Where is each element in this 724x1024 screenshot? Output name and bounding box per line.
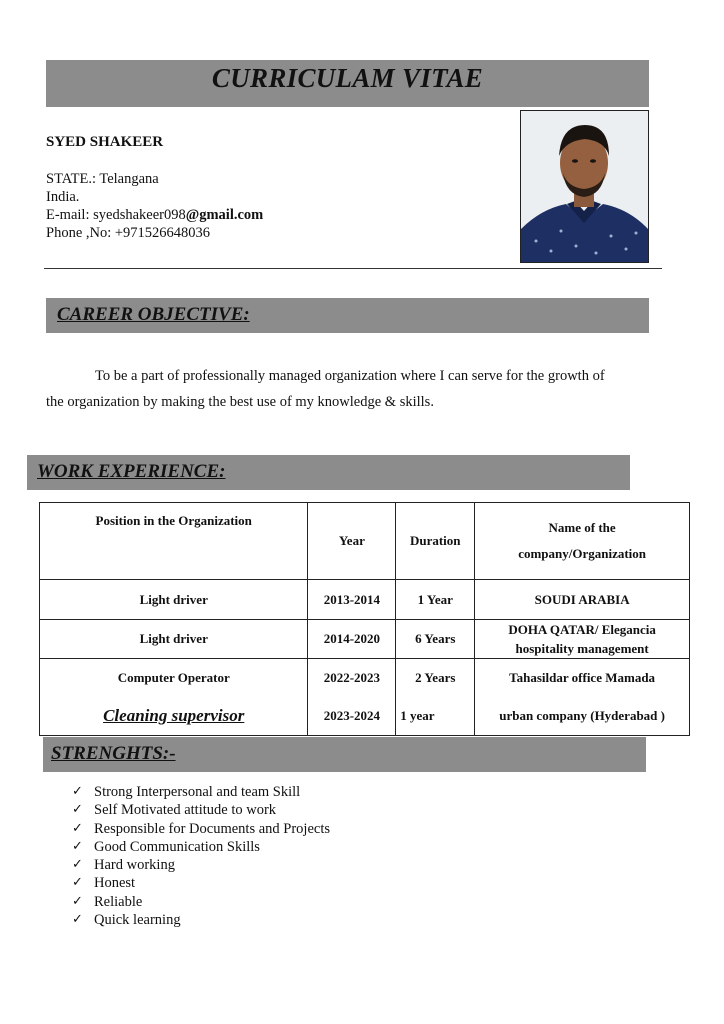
row-position: Computer Operator	[40, 659, 308, 697]
list-item	[72, 783, 330, 801]
work-experience-table	[39, 502, 690, 736]
row-year: 2023-2024	[308, 697, 396, 736]
email-user: E-mail: syedshakeer098	[46, 207, 186, 223]
row-company: Tahasildar office Mamada	[475, 659, 690, 697]
strength-text: Responsible for Documents and Projects	[94, 820, 330, 837]
table-row	[40, 697, 690, 736]
candidate-name: SYED SHAKEER	[46, 134, 164, 150]
check-icon: ✓	[72, 802, 83, 818]
strength-text: Self Motivated attitude to work	[94, 802, 277, 819]
person-photo-icon	[521, 111, 648, 262]
strength-text: Quick learning	[94, 912, 181, 929]
row-position	[40, 697, 308, 736]
strengths-list	[72, 783, 330, 929]
email-domain: @gmail.com	[185, 207, 264, 223]
career-objective-text	[46, 363, 666, 415]
table-header-row	[40, 503, 690, 580]
row-company: SOUDI ARABIA	[475, 580, 690, 620]
state-line: STATE.: Telangana	[46, 171, 159, 187]
list-item	[72, 911, 330, 929]
column-header-year: Year	[308, 503, 396, 580]
strength-text: Hard working	[94, 857, 175, 874]
list-item	[72, 820, 330, 838]
row-year: 2022-2023	[308, 659, 396, 697]
row-year: 2013-2014	[308, 580, 396, 620]
email-line	[46, 206, 263, 224]
strength-text: Good Communication Skills	[94, 838, 260, 855]
row-position-text: Cleaning supervisor	[103, 705, 245, 725]
check-icon: ✓	[72, 893, 83, 909]
career-objective-heading: CAREER OBJECTIVE:	[57, 304, 250, 325]
phone-line: Phone ,No: +971526648036	[46, 225, 211, 241]
company-header-line-2: company/Organization	[518, 546, 647, 561]
row-position: Light driver	[40, 620, 308, 659]
objective-line-2: the organization by making the best use of my knowledge & skills.	[46, 394, 434, 410]
page-title: CURRICULAM VITAE	[211, 63, 484, 93]
row-duration: 1 year	[396, 697, 475, 736]
list-item	[72, 856, 330, 874]
check-icon: ✓	[72, 912, 83, 928]
table-row	[40, 620, 690, 659]
check-icon: ✓	[72, 838, 83, 854]
check-icon: ✓	[72, 820, 83, 836]
row-year: 2014-2020	[308, 620, 396, 659]
row-duration: 6 Years	[396, 620, 475, 659]
row-duration: 2 Years	[396, 659, 475, 697]
check-icon: ✓	[72, 875, 83, 891]
check-icon: ✓	[72, 784, 83, 799]
list-item	[72, 838, 330, 856]
strength-text: Strong Interpersonal and team Skill	[94, 784, 301, 800]
table-row	[40, 659, 690, 697]
strength-text: Honest	[94, 875, 136, 892]
check-icon: ✓	[72, 857, 83, 873]
work-experience-heading: WORK EXPERIENCE:	[37, 461, 226, 482]
list-item	[72, 874, 330, 892]
profile-photo	[520, 110, 649, 263]
objective-line-1: To be a part of professionally managed organization where I can serve for the growth of	[95, 368, 605, 384]
list-item	[72, 801, 330, 819]
strengths-heading: STRENGHTS:-	[51, 743, 176, 764]
strength-text: Reliable	[94, 893, 143, 910]
header-divider	[44, 268, 662, 269]
table-row	[40, 580, 690, 620]
column-header-duration: Duration	[396, 503, 475, 580]
country-line: India.	[46, 189, 80, 205]
column-header-company	[475, 503, 690, 580]
row-company: DOHA QATAR/ Elegancia hospitality management	[475, 620, 690, 659]
row-duration: 1 Year	[396, 580, 475, 620]
list-item	[72, 893, 330, 911]
column-header-position: Position in the Organization	[40, 503, 308, 580]
row-company: urban company (Hyderabad )	[475, 697, 690, 736]
company-header-line-1: Name of the	[548, 520, 616, 535]
row-position: Light driver	[40, 580, 308, 620]
